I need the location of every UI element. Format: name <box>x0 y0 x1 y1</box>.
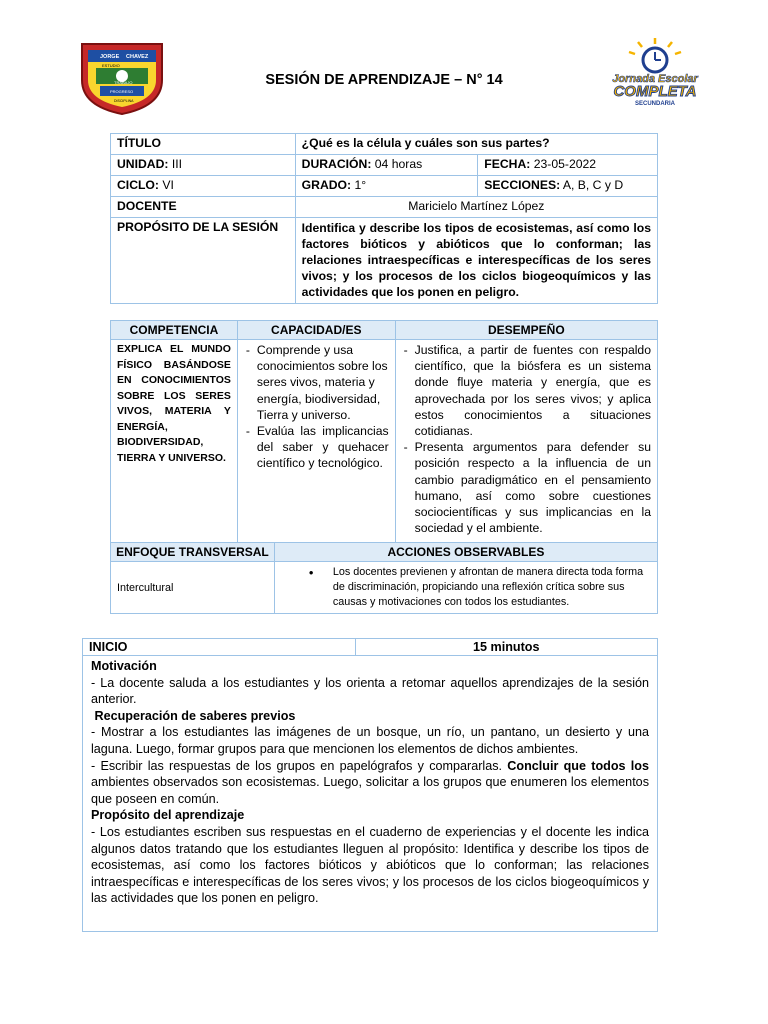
row-titulo <box>111 134 658 155</box>
page-title: SESIÓN DE APRENDIZAJE – N° 14 <box>265 72 503 88</box>
acciones-header: ACCIONES OBSERVABLES <box>274 543 657 562</box>
secciones-value: A, B, C y D <box>560 178 624 192</box>
unidad-cell <box>111 155 296 176</box>
recuperacion-item-2 <box>91 758 649 808</box>
row-docente <box>111 197 658 218</box>
inicio-body-row <box>83 656 658 932</box>
row-proposito <box>111 218 658 304</box>
recuperacion-2a: - Escribir las respuestas de los grupos en papelógrafos y compararlas. <box>91 758 508 773</box>
inicio-time: 15 minutos <box>355 639 657 656</box>
competencias-body-row <box>111 340 658 543</box>
desempenos-list <box>402 342 651 536</box>
recuperacion-item-1: - Mostrar a los estudiantes las imágenes de un bosque, un río, un pantano, un desierto y una laguna. Luego, formar grupos para que mencionen los elementos de dichos ambientes. <box>91 725 649 756</box>
crest-text-3: ESTUDIO <box>102 63 120 68</box>
ciclo-cell <box>111 176 296 197</box>
desempeno-item: - Justifica, a partir de fuentes con respaldo científico, que la biósfera es un sistema donde fluye materia y energía, que es aprovechada por los seres vivos; y aplica estos conocimientos a situaciones cotidianas. <box>402 342 651 439</box>
docente-value: Maricielo Martínez López <box>295 197 657 218</box>
logo-jornada-text: Jornada Escolar <box>612 73 698 85</box>
recuperacion-title: Recuperación de saberes previos <box>91 708 296 723</box>
acciones-list <box>281 565 651 610</box>
logo-completa-text: COMPLETA <box>613 83 697 100</box>
fecha-value: 23-05-2022 <box>530 157 597 171</box>
capacidades-list <box>244 342 389 472</box>
motivacion-title: Motivación <box>91 659 157 673</box>
acciones-cell <box>274 562 657 614</box>
inicio-label: INICIO <box>83 639 356 656</box>
unidad-value: III <box>168 157 182 171</box>
capacidades-cell <box>237 340 395 543</box>
capacidad-item: - Evalúa las implicancias del saber y quehacer científico y tecnológico. <box>244 423 389 472</box>
ciclo-value: VI <box>158 178 174 192</box>
grado-value: 1° <box>351 178 367 192</box>
crest-text-2: CHAVEZ <box>126 54 149 60</box>
crest-text-5: PROGRESO <box>110 89 134 94</box>
inicio-body <box>83 656 658 932</box>
enfoque-header-row <box>111 543 658 562</box>
fecha-label: FECHA: <box>484 157 531 171</box>
grado-cell <box>295 176 478 197</box>
fecha-cell <box>478 155 658 176</box>
jornada-escolar-completa-logo <box>600 36 710 108</box>
proposito-label: PROPÓSITO DE LA SESIÓN <box>111 218 296 304</box>
desempeno-header: DESEMPEÑO <box>395 321 657 340</box>
docente-label: DOCENTE <box>111 197 296 218</box>
crest-text-1: JORGE <box>100 54 120 60</box>
desempenos-cell <box>395 340 657 543</box>
enfoque-row <box>111 562 658 614</box>
proposito-value: Identifica y describe los tipos de ecosistemas, así como los factores bióticos y abióticos que lo conforman; las relaciones intraespecíficas e interespecíficas de los seres vivos; y los procesos de los ciclos biogeoquímicos y las actividades que los ponen en peligro. <box>295 218 657 304</box>
enfoque-header: ENFOQUE TRANSVERSAL <box>111 543 275 562</box>
duracion-cell <box>295 155 478 176</box>
unidad-label: UNIDAD: <box>117 157 169 171</box>
grado-label: GRADO: <box>301 178 352 192</box>
recuperacion-2b: Concluir que todos los <box>507 758 649 773</box>
crest-text-6: DISCIPLINA <box>114 99 134 103</box>
titulo-value: ¿Qué es la célula y cuáles son sus partes? <box>295 134 657 155</box>
capacidad-item: - Comprende y usa conocimientos sobre los seres vivos, materia y energía, biodiversidad, Tierra y universo. <box>244 342 389 423</box>
acciones-item: • Los docentes previenen y afrontan de manera directa toda forma de discriminación, propiciando una reflexión crítica sobre sus causas y motivaciones con todos los estudiantes. <box>281 565 651 610</box>
secciones-cell <box>478 176 658 197</box>
competencias-table <box>110 320 658 614</box>
logo-secundaria-text: SECUNDARIA <box>634 101 676 107</box>
session-info-table <box>110 133 658 304</box>
competencias-header-row <box>111 321 658 340</box>
duracion-label: DURACIÓN: <box>301 157 372 171</box>
desempeno-item: - Presenta argumentos para defender su posición respecto a la influencia de un cambio paradigmático en el pensamiento humano, así como sobre cuestiones sociocientíficas y sus implicancias en la sociedad y el ambiente. <box>402 439 651 536</box>
row-ciclo <box>111 176 658 197</box>
secciones-label: SECCIONES: <box>484 178 561 192</box>
duracion-value: 04 horas <box>371 157 423 171</box>
crest-text-4: TRABAJO <box>114 80 133 85</box>
proposito-aprendizaje-text: - Los estudiantes escriben sus respuestas en el cuaderno de experiencias y el docente les indica algunos datos tratando que los estudiantes lleguen al propósito: Identifica y describe los tipos de ecosistemas, así como los factores bióticos y abióticos que lo conforman; las relaciones intraespecíficas e interespecíficas de los seres vivos; y los procesos de los ciclos biogeoquímicos y las actividades que los ponen en peligro. <box>91 824 649 906</box>
competencia-text: EXPLICA EL MUNDO FÍSICO BASÁNDOSE EN CONOCIMIENTOS SOBRE LOS SERES VIVOS, MATERIA Y ENERGÍA, BIODIVERSIDAD, TIERRA Y UNIVERSO. <box>111 340 238 543</box>
capacidad-header: CAPACIDAD/ES <box>237 321 395 340</box>
row-unidad <box>111 155 658 176</box>
enfoque-value: Intercultural <box>111 562 275 614</box>
motivacion-text: - La docente saluda a los estudiantes y los orienta a retomar aquellos aprendizajes de la sesión anterior. <box>91 675 649 707</box>
titulo-label: TÍTULO <box>111 134 296 155</box>
competencia-header: COMPETENCIA <box>111 321 238 340</box>
proposito-aprendizaje-title: Propósito del aprendizaje <box>91 808 245 823</box>
inicio-table <box>82 638 658 932</box>
ciclo-label: CICLO: <box>117 178 159 192</box>
inicio-header-row <box>83 639 658 656</box>
recuperacion-2c: ambientes observados son ecosistemas. Luego, solicitar a los grupos que enumeren los elementos que poseen en común. <box>91 775 649 806</box>
